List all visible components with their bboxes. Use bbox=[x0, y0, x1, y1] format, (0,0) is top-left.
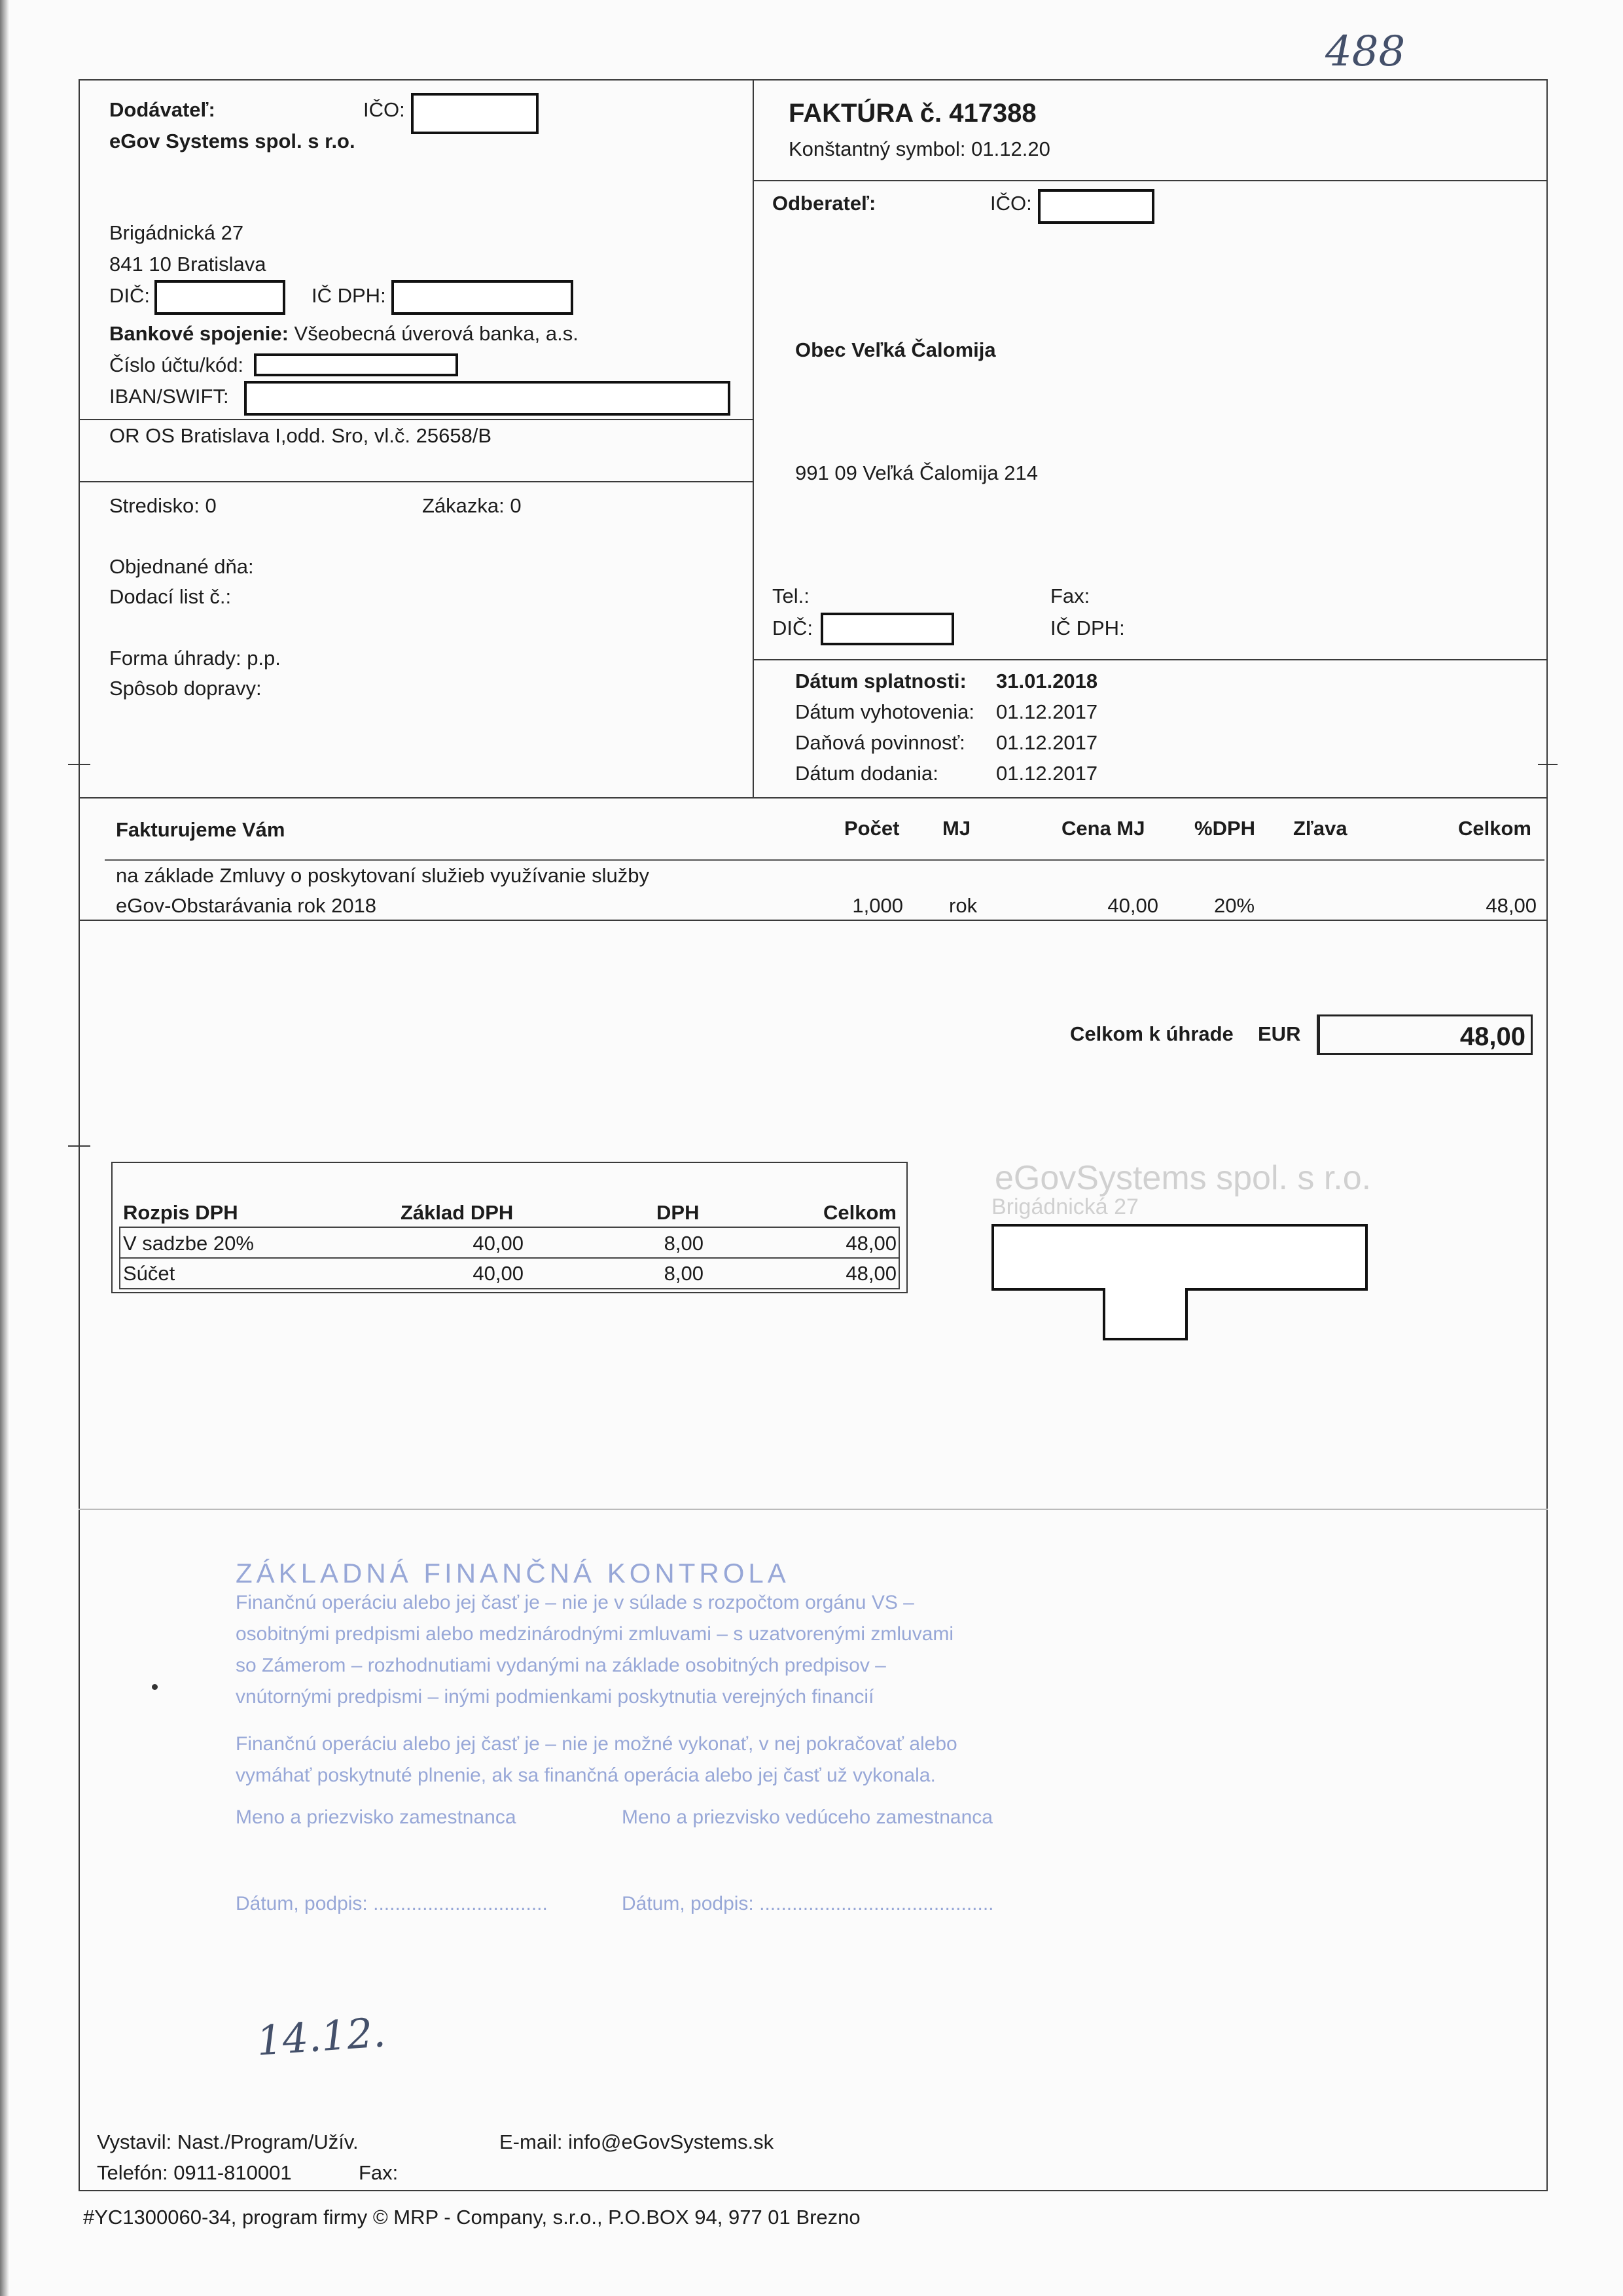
supplier-dic-label: DIČ: bbox=[109, 284, 150, 307]
vat-row1-total: 48,00 bbox=[846, 1232, 897, 1255]
supplier-street: Brigádnická 27 bbox=[109, 221, 244, 244]
vat-row1-label: V sadzbe 20% bbox=[123, 1232, 254, 1255]
items-header-discount: Zľava bbox=[1293, 817, 1347, 840]
bank-label: Bankové spojenie: bbox=[109, 322, 289, 345]
fold-mark-left bbox=[68, 764, 90, 765]
customer-address: 991 09 Veľká Čalomija 214 bbox=[795, 461, 1038, 484]
control-stamp-p2-2: vymáhať poskytnuté plnenie, ak sa finančná operácia alebo jej časť už vykonala. bbox=[236, 1765, 936, 1786]
fold-mark-left-2 bbox=[68, 1145, 90, 1147]
rule-right-2 bbox=[753, 659, 1548, 660]
supplier-bank bbox=[109, 322, 579, 346]
item-price: 40,00 bbox=[1107, 894, 1158, 917]
items-header-qty: Počet bbox=[844, 817, 900, 840]
total-due-label: Celkom k úhrade bbox=[1070, 1022, 1234, 1045]
control-stamp-title: ZÁKLADNÁ FINANČNÁ KONTROLA bbox=[236, 1558, 790, 1588]
customer-tel-label: Tel.: bbox=[772, 584, 810, 607]
supplier-label: Dodávateľ: bbox=[109, 98, 215, 121]
dodaci-list: Dodací list č.: bbox=[109, 585, 232, 608]
item-desc-line2: eGov-Obstarávania rok 2018 bbox=[116, 894, 377, 917]
scan-edge bbox=[0, 0, 9, 2296]
redacted-account bbox=[254, 353, 458, 376]
vat-row2-vat: 8,00 bbox=[664, 1262, 704, 1285]
date-value-tax: 01.12.2017 bbox=[996, 731, 1098, 754]
vat-row2-total: 48,00 bbox=[846, 1262, 897, 1285]
constant-symbol: Konštantný symbol: 01.12.20 bbox=[789, 137, 1050, 160]
vat-row1-base: 40,00 bbox=[473, 1232, 524, 1255]
item-qty: 1,000 bbox=[852, 894, 903, 917]
items-header-price: Cena MJ bbox=[1061, 817, 1145, 840]
footer-telefon: Telefón: 0911-810001 bbox=[97, 2161, 292, 2184]
date-value-delivery: 01.12.2017 bbox=[996, 762, 1098, 785]
item-unit: rok bbox=[949, 894, 978, 917]
vat-row-rule bbox=[119, 1257, 900, 1259]
item-vat: 20% bbox=[1214, 894, 1255, 917]
customer-label: Odberateľ: bbox=[772, 192, 876, 215]
rule-left-2 bbox=[79, 481, 753, 482]
redacted-stamp bbox=[991, 1224, 1368, 1291]
control-stamp-p1-3: so Zámerom – rozhodnutiami vydanými na základe osobitných predpisov – bbox=[236, 1655, 886, 1676]
bank-name: Všeobecná úverová banka, a.s. bbox=[294, 322, 579, 345]
rule-full-1 bbox=[79, 797, 1548, 798]
item-desc-line1: na základe Zmluvy o poskytovaní služieb využívanie služby bbox=[116, 864, 650, 887]
supplier-name: eGov Systems spol. s r.o. bbox=[109, 130, 355, 152]
supplier-account-label: Číslo účtu/kód: bbox=[109, 353, 244, 376]
rule-left-1 bbox=[79, 419, 753, 420]
header-divider bbox=[753, 79, 754, 797]
stray-dot bbox=[152, 1684, 158, 1690]
vat-col-left bbox=[119, 1227, 120, 1289]
vat-bottom-rule bbox=[119, 1288, 900, 1289]
vat-header-total: Celkom bbox=[823, 1201, 897, 1224]
redacted-customer-ico bbox=[1038, 189, 1154, 224]
zakazka: Zákazka: 0 bbox=[422, 494, 522, 517]
redacted-stamp-small bbox=[1103, 1288, 1188, 1340]
control-stamp-p2-1: Finančnú operáciu alebo jej časť je – nie je možné vykonať, v nej pokračovať alebo bbox=[236, 1733, 957, 1755]
items-header-desc: Fakturujeme Vám bbox=[116, 818, 285, 841]
sposob-dopravy: Spôsob dopravy: bbox=[109, 677, 262, 700]
date-value-due: 31.01.2018 bbox=[996, 670, 1098, 692]
rule-items-end bbox=[79, 920, 1548, 921]
fold-mark-right bbox=[1538, 764, 1558, 765]
footer-fax: Fax: bbox=[359, 2161, 399, 2184]
total-due-currency: EUR bbox=[1258, 1022, 1301, 1045]
vat-header-label: Rozpis DPH bbox=[123, 1201, 238, 1224]
date-label-issued: Dátum vyhotovenia: bbox=[795, 700, 974, 723]
items-header-total: Celkom bbox=[1458, 817, 1531, 840]
control-stamp-p1-2: osobitnými predpismi alebo medzinárodnými zmluvami – s uzatvorenými zmluvami bbox=[236, 1623, 954, 1645]
stredisko: Stredisko: 0 bbox=[109, 494, 217, 517]
footer-email: E-mail: info@eGovSystems.sk bbox=[499, 2130, 774, 2153]
rule-right-1 bbox=[753, 180, 1548, 181]
item-total: 48,00 bbox=[1486, 894, 1537, 917]
supplier-city: 841 10 Bratislava bbox=[109, 253, 266, 276]
total-due-box bbox=[1317, 1014, 1533, 1055]
customer-name: Obec Veľká Čalomija bbox=[795, 338, 996, 361]
control-stamp-p1-4: vnútornými predpismi – inými podmienkami poskytnutia verejných financií bbox=[236, 1686, 874, 1708]
control-stamp-name1: Meno a priezvisko zamestnanca bbox=[236, 1806, 516, 1828]
total-due-value: 48,00 bbox=[1459, 1022, 1525, 1051]
objednane: Objednané dňa: bbox=[109, 555, 254, 578]
company-stamp-watermark: eGovSystems spol. s r.o. bbox=[995, 1159, 1372, 1197]
supplier-iban-label: IBAN/SWIFT: bbox=[109, 385, 229, 408]
control-stamp-sign1: Dátum, podpis: ................................ bbox=[236, 1893, 548, 1914]
control-stamp-sign2: Dátum, podpis: ........................................... bbox=[622, 1893, 994, 1914]
supplier-register: OR OS Bratislava I,odd. Sro, vl.č. 25658/B bbox=[109, 424, 492, 447]
items-header-vat: %DPH bbox=[1194, 817, 1256, 840]
vat-header-vat: DPH bbox=[656, 1201, 700, 1224]
redacted-iban bbox=[244, 381, 730, 416]
vat-row2-base: 40,00 bbox=[473, 1262, 524, 1285]
footer-vystavil: Vystavil: Nast./Program/Užív. bbox=[97, 2130, 359, 2153]
invoice-title: FAKTÚRA č. 417388 bbox=[789, 99, 1037, 128]
redacted-supplier-ico bbox=[411, 93, 539, 134]
vat-row1-vat: 8,00 bbox=[664, 1232, 704, 1255]
date-label-tax: Daňová povinnosť: bbox=[795, 731, 965, 754]
customer-icdph-label: IČ DPH: bbox=[1050, 617, 1125, 639]
date-label-due: Dátum splatnosti: bbox=[795, 670, 967, 692]
vat-row2-label: Súčet bbox=[123, 1262, 175, 1285]
rule-items-header bbox=[105, 859, 1544, 861]
rule-full-2 bbox=[79, 1509, 1548, 1510]
redacted-customer-dic bbox=[821, 613, 954, 645]
supplier-ico-label: IČO: bbox=[363, 98, 405, 121]
redacted-supplier-dic bbox=[154, 280, 285, 315]
vat-header-rule bbox=[119, 1227, 900, 1228]
items-header-unit: MJ bbox=[942, 817, 971, 840]
vat-header-base: Základ DPH bbox=[401, 1201, 514, 1224]
redacted-supplier-icdph bbox=[391, 280, 573, 315]
customer-dic-label: DIČ: bbox=[772, 617, 813, 639]
date-value-issued: 01.12.2017 bbox=[996, 700, 1098, 723]
footer-program: #YC1300060-34, program firmy © MRP - Company, s.r.o., P.O.BOX 94, 977 01 Brezno bbox=[83, 2206, 861, 2229]
control-stamp-name2: Meno a priezvisko vedúceho zamestnanca bbox=[622, 1806, 993, 1828]
forma-uhrady: Forma úhrady: p.p. bbox=[109, 647, 281, 670]
supplier-icdph-label: IČ DPH: bbox=[312, 284, 386, 307]
customer-ico-label: IČO: bbox=[990, 192, 1032, 215]
handwritten-date: 14.12. bbox=[255, 2008, 387, 2065]
date-label-delivery: Dátum dodania: bbox=[795, 762, 938, 785]
vat-col-right bbox=[899, 1227, 900, 1289]
customer-fax-label: Fax: bbox=[1050, 584, 1090, 607]
control-stamp-p1-1: Finančnú operáciu alebo jej časť je – nie je v súlade s rozpočtom orgánu VS – bbox=[236, 1592, 914, 1613]
handwritten-page-number: 488 bbox=[1325, 27, 1406, 76]
company-stamp-address: Brigádnická 27 bbox=[991, 1194, 1139, 1219]
